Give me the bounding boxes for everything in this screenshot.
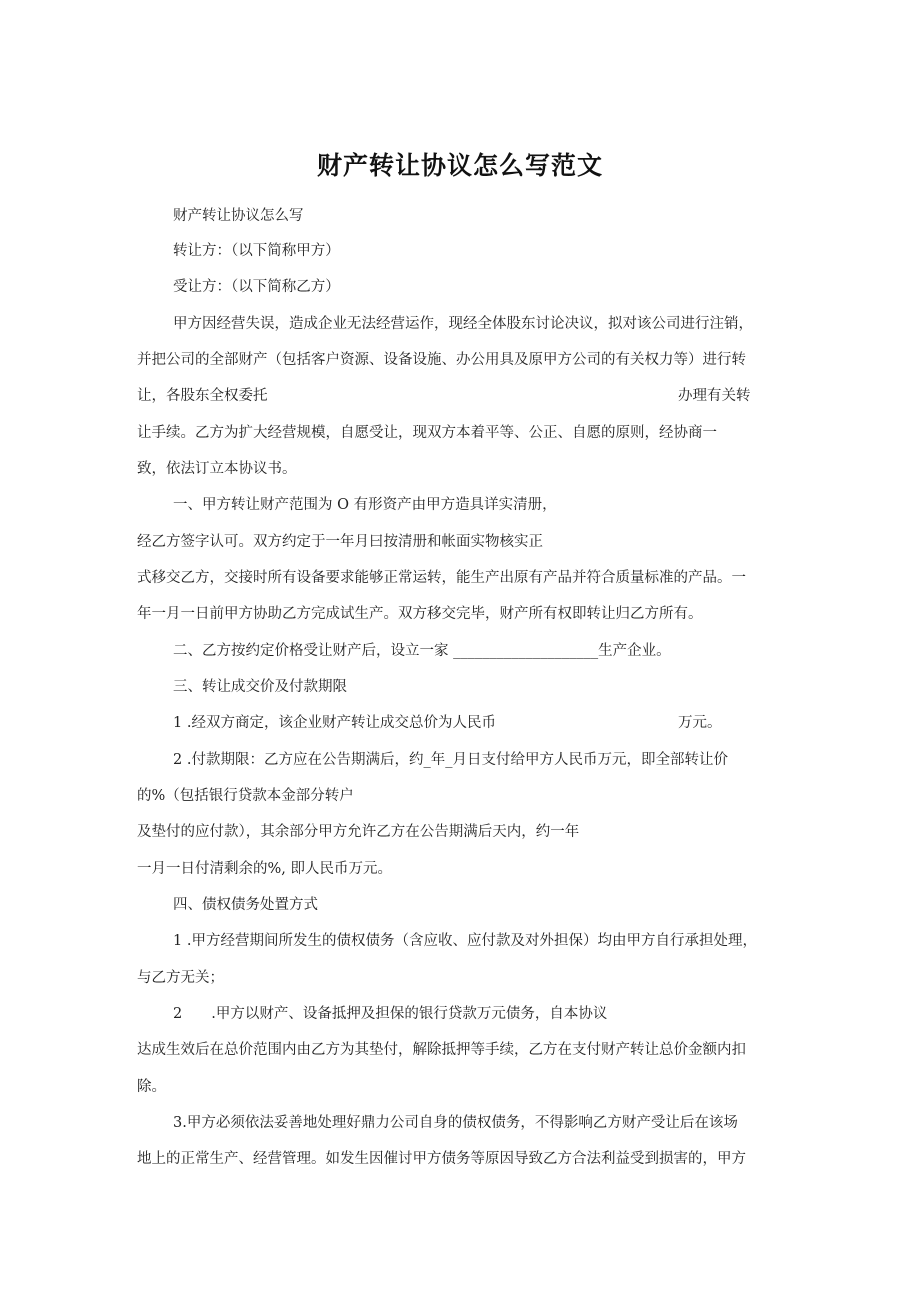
doc-line: 四、债权债务处置方式	[173, 897, 318, 913]
doc-line: 1 .经双方商定，该企业财产转让成交总价为人民币	[173, 715, 496, 731]
doc-line: 及垫付的应付款），其余部分甲方允许乙方在公告期满后天内，约一年	[137, 824, 580, 840]
doc-line: 的%（包括银行贷款本金部分转户	[137, 788, 354, 804]
doc-line: 与乙方无关；	[137, 970, 224, 986]
doc-line: 1 .甲方经营期间所发生的债权债务（含应收、应付款及对外担保）均由甲方自行承担处理，	[173, 933, 757, 949]
doc-line: 让，各股东全权委托	[137, 388, 268, 404]
doc-line: 甲方因经营失误，造成企业无法经营运作，现经全体股东讨论决议，拟对该公司进行注销，	[173, 316, 753, 332]
doc-line: 三、转让成交价及付款期限	[173, 679, 347, 695]
doc-line: 达成生效后在总价范围内由乙方为其垫付，解除抵押等手续，乙方在支付财产转让总价金额内扣	[137, 1042, 746, 1058]
doc-line: 二、乙方按约定价格受让财产后，设立一家 ____________________生产企业。	[173, 643, 671, 659]
doc-line: 受让方：（以下简称乙方）	[173, 279, 340, 295]
document-title: 财产转让协议怎么写范文	[316, 151, 603, 180]
doc-line: 式移交乙方，交接时所有设备要求能够正常运转，能生产出原有产品并符合质量标准的产品。一	[137, 570, 746, 586]
doc-line: 除。	[137, 1079, 166, 1095]
doc-line: 并把公司的全部财产（包括客户资源、设备设施、办公用具及原甲方公司的有关权力等）进行转	[137, 352, 746, 368]
doc-line: 万元。	[678, 715, 722, 731]
doc-line: 办理有关转	[678, 388, 751, 404]
doc-line: 财产转让协议怎么写	[173, 208, 304, 224]
doc-line: 致，依法订立本协议书。	[137, 461, 297, 477]
doc-line: 经乙方签字认可。双方约定于一年月曰按清册和帐面实物核实正	[137, 534, 543, 550]
doc-line: 让手续。乙方为扩大经营规模，自愿受让，现双方本着平等、公正、自愿的原则，经协商一	[137, 425, 717, 441]
doc-line: 地上的正常生产、经营管理。如发生因催讨甲方债务等原因导致乙方合法利益受到损害的，甲方	[137, 1151, 746, 1167]
doc-line: 年一月一日前甲方协助乙方完成试生产。双方移交完毕，财产所有权即转让归乙方所有。	[137, 606, 703, 622]
doc-line: 2 .付款期限：乙方应在公告期满后，约_年_月日支付给甲方人民币万元，即全部转让价	[173, 752, 728, 768]
doc-line: 2 .甲方以财产、设备抵押及担保的银行贷款万元债务，自本协议	[173, 1006, 608, 1022]
doc-line: 转让方：（以下简称甲方）	[173, 243, 340, 259]
doc-line: 一、甲方转让财产范围为 O 有形资产由甲方造具详实清册，	[173, 497, 557, 513]
doc-line: 一月一日付清剩余的%, 即人民币万元。	[137, 861, 392, 877]
doc-line: 3.甲方必须依法妥善地处理好鼎力公司自身的债权债务，不得影响乙方财产受让后在该场	[173, 1115, 738, 1131]
